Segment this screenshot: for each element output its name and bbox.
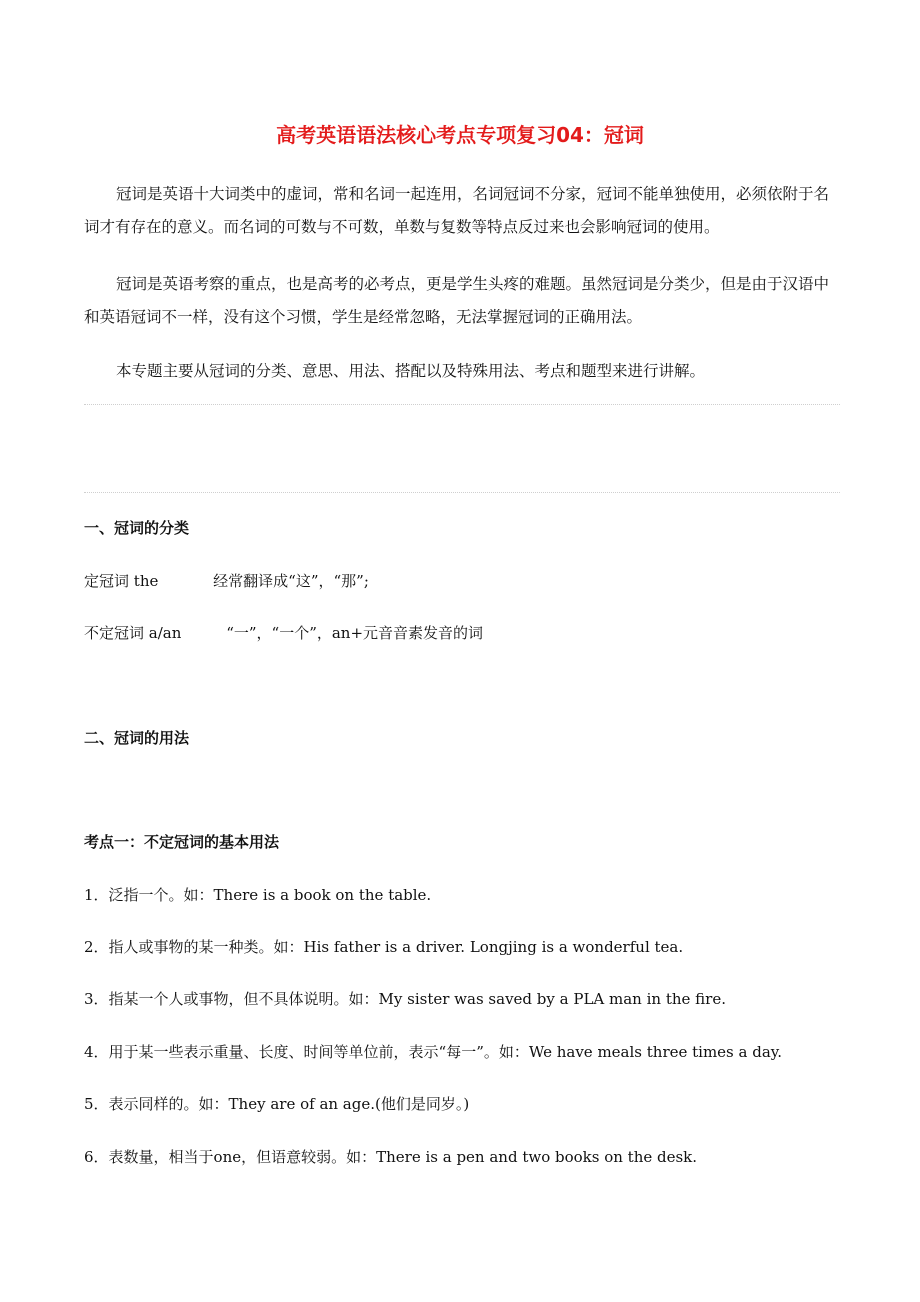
divider [84, 492, 840, 493]
list-item: 6．表数量，相当于one，但语意较弱。如：There is a pen and two books on the desk. [84, 1148, 698, 1166]
point-heading: 考点一：不定冠词的基本用法 [84, 833, 280, 851]
divider [84, 404, 840, 405]
list-item: 4．用于某一些表示重量、长度、时间等单位前，表示“每一”。如：We have meals three times a day. [84, 1043, 783, 1061]
intro-paragraph-2: 冠词是英语考察的重点，也是高考的必考点，更是学生头疼的难题。虽然冠词是分类少，但是由于汉语中和英语冠词不一样，没有这个习惯，学生是经常忽略，无法掌握冠词的正确用法。 [84, 275, 830, 326]
list-item: 3．指某一个人或事物，但不具体说明。如：My sister was saved by a PLA man in the fire. [84, 990, 726, 1008]
indefinite-article-word: a/an [148, 624, 182, 642]
indefinite-article-meaning: “一”，“一个”，an+元音音素发音的词 [226, 624, 484, 642]
indefinite-article-row [84, 621, 483, 645]
section-heading-usage: 二、冠词的用法 [84, 729, 190, 747]
section-heading-classification: 一、冠词的分类 [84, 519, 190, 537]
list-item: 5．表示同样的。如：They are of an age.(他们是同岁。) [84, 1095, 470, 1113]
list-item: 2．指人或事物的某一种类。如：His father is a driver. Longjing is a wonderful tea. [84, 938, 684, 956]
list-item: 1．泛指一个。如：There is a book on the table. [84, 886, 432, 904]
intro-paragraph-1: 冠词是英语十大词类中的虚词，常和名词一起连用，名词冠词不分家，冠词不能单独使用，必须依附于名词才有存在的意义。而名词的可数与不可数，单数与复数等特点反过来也会影响冠词的使用。 [84, 185, 830, 236]
document-title: 高考英语语法核心考点专项复习04：冠词 [276, 123, 644, 147]
definite-article-row [84, 569, 369, 593]
definite-article-meaning: 经常翻译成“这”，“那”; [213, 572, 369, 590]
indefinite-article-name: 不定冠词 [84, 624, 145, 642]
intro-paragraph-3: 本专题主要从冠词的分类、意思、用法、搭配以及特殊用法、考点和题型来进行讲解。 [116, 362, 706, 380]
definite-article-name: 定冠词 [84, 572, 130, 590]
definite-article-word: the [133, 572, 159, 590]
